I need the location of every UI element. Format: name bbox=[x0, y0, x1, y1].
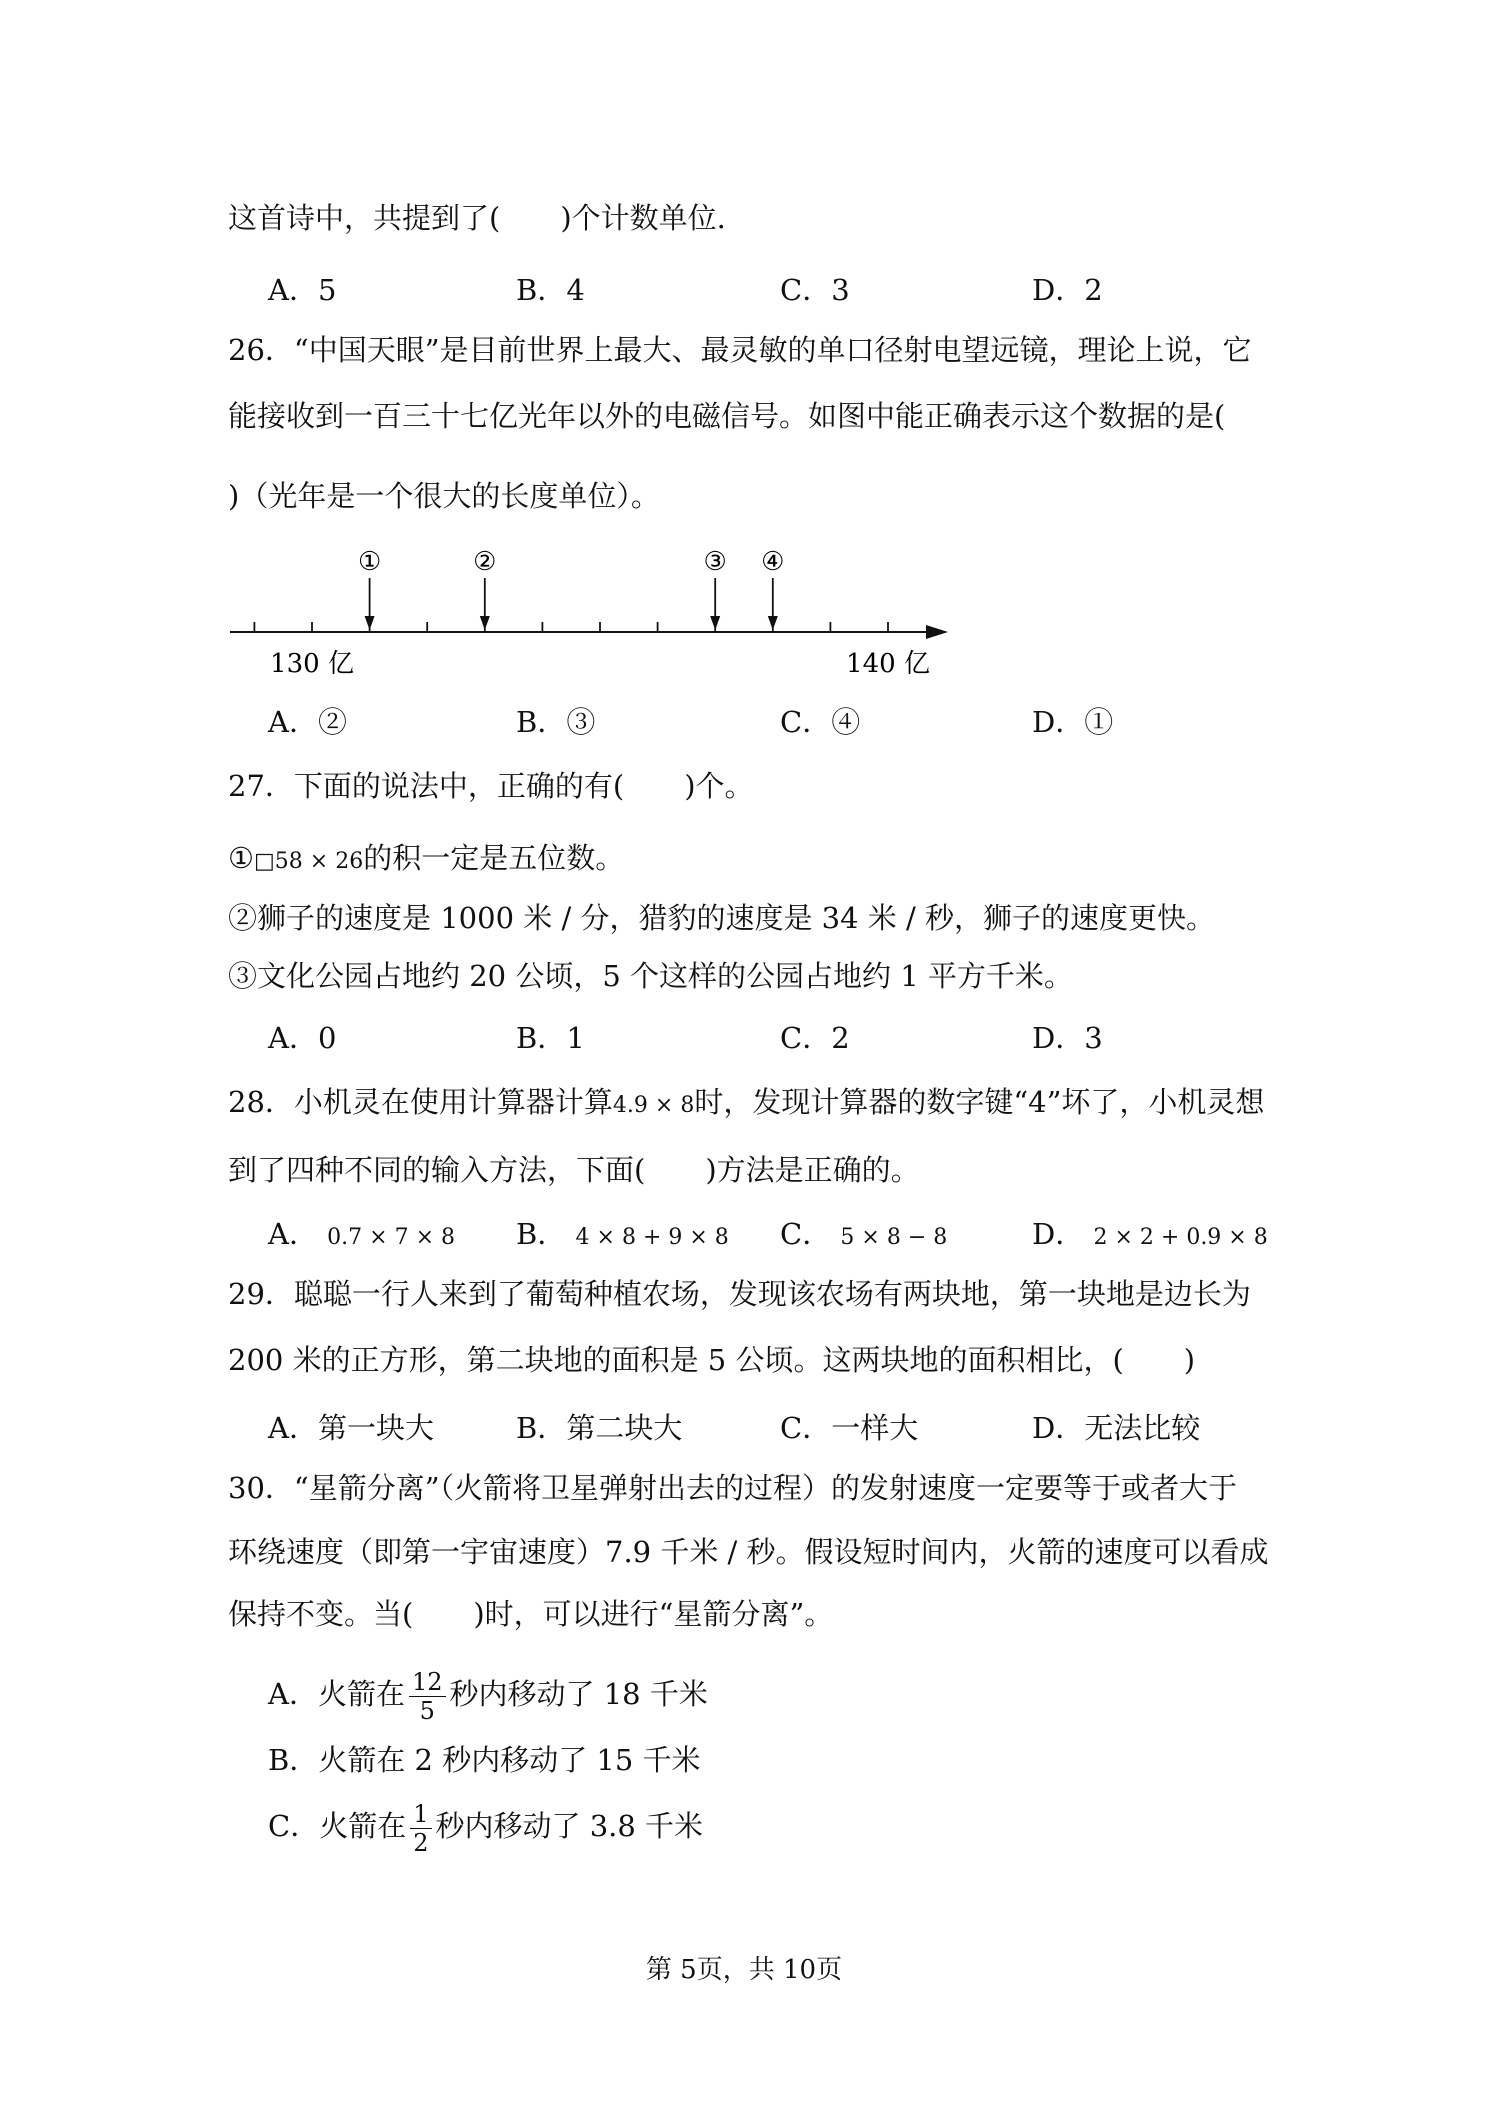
q27-option-c: C．2 bbox=[780, 1021, 850, 1055]
q28-option-a: A． 0.7 × 7 × 8 bbox=[268, 1217, 455, 1251]
q27-stem: 27．下面的说法中，正确的有( )个。 bbox=[228, 769, 754, 803]
q26-stem-line1: 26．“中国天眼”是目前世界上最大、最灵敏的单口径射电望远镜，理论上说，它 bbox=[228, 333, 1252, 367]
q29-option-a: A．第一块大 bbox=[268, 1411, 434, 1445]
q27-statement-2: ②狮子的速度是 1000 米 / 分，猎豹的速度是 34 米 / 秒，狮子的速度更快。 bbox=[228, 901, 1215, 935]
axis-arrow bbox=[926, 625, 948, 639]
number-line-diagram bbox=[220, 540, 960, 690]
start-label: 130 亿 bbox=[270, 649, 354, 679]
q30-option-a: A．火箭在 $\frac{12}{5}$ 秒内移动了 18 千米 bbox=[268, 1667, 708, 1725]
end-label: 140 亿 bbox=[846, 649, 930, 679]
q26-option-a: A．② bbox=[268, 705, 347, 739]
q27-statement-3: ③文化公园占地约 20 公顷，5 个这样的公园占地约 1 平方千米。 bbox=[228, 959, 1073, 993]
q27-option-d: D．3 bbox=[1032, 1021, 1103, 1055]
q26-option-b: B．③ bbox=[516, 705, 596, 739]
q28-stem-line1: 28．小机灵在使用计算器计算4.9 × 8时，发现计算器的数字键“4”坏了，小机灵想 bbox=[228, 1085, 1265, 1119]
q26-stem-line2: 能接收到一百三十七亿光年以外的电磁信号。如图中能正确表示这个数据的是( bbox=[228, 399, 1226, 433]
q27-option-a: A．0 bbox=[268, 1021, 337, 1055]
marker-label: ④ bbox=[761, 547, 785, 577]
q29-stem-line2: 200 米的正方形，第二块地的面积是 5 公顷。这两块地的面积相比，( ) bbox=[228, 1343, 1196, 1377]
q27-option-b: B．1 bbox=[516, 1021, 585, 1055]
q27-statement-1: ①□58 × 26的积一定是五位数。 bbox=[228, 841, 625, 875]
page-footer: 第 5页，共 10页 bbox=[645, 1955, 843, 1985]
q25-stem: 这首诗中，共提到了( )个计数单位. bbox=[228, 201, 726, 235]
fraction: $\frac{1}{2}$ bbox=[410, 1800, 431, 1857]
q26-stem-line3: )（光年是一个很大的长度单位）。 bbox=[228, 479, 660, 513]
q29-option-b: B．第二块大 bbox=[516, 1411, 683, 1445]
fraction: $\frac{12}{5}$ bbox=[409, 1668, 446, 1725]
marker-label: ③ bbox=[703, 547, 727, 577]
q28-option-d: D． 2 × 2 + 0.9 × 8 bbox=[1032, 1217, 1268, 1251]
q29-stem-line1: 29．聪聪一行人来到了葡萄种植农场，发现该农场有两块地，第一块地是边长为 bbox=[228, 1277, 1251, 1311]
q30-option-c: C．火箭在 $\frac{1}{2}$ 秒内移动了 3.8 千米 bbox=[268, 1799, 704, 1857]
q29-option-d: D．无法比较 bbox=[1032, 1411, 1201, 1445]
q26-option-d: D．① bbox=[1032, 705, 1114, 739]
q30-stem-line2: 环绕速度（即第一宇宙速度）7.9 千米 / 秒。假设短时间内，火箭的速度可以看成 bbox=[228, 1535, 1269, 1569]
q28-option-c: C． 5 × 8 − 8 bbox=[780, 1217, 948, 1251]
q30-stem-line1: 30．“星箭分离”（火箭将卫星弹射出去的过程）的发射速度一定要等于或者大于 bbox=[228, 1471, 1238, 1505]
marker-label: ① bbox=[357, 547, 382, 577]
marker-arrow-head bbox=[365, 616, 375, 630]
q30-stem-line3: 保持不变。当( )时，可以进行“星箭分离”。 bbox=[228, 1597, 834, 1631]
q25-option-a: A．5 bbox=[268, 273, 337, 307]
q25-option-c: C．3 bbox=[780, 273, 850, 307]
q28-stem-line2: 到了四种不同的输入方法，下面( )方法是正确的。 bbox=[228, 1153, 920, 1187]
q30-option-b: B．火箭在 2 秒内移动了 15 千米 bbox=[268, 1743, 701, 1777]
q25-option-b: B．4 bbox=[516, 273, 585, 307]
marker-label: ② bbox=[473, 547, 497, 577]
marker-arrow-head bbox=[768, 616, 778, 630]
q29-option-c: C．一样大 bbox=[780, 1411, 919, 1445]
q28-option-b: B． 4 × 8 + 9 × 8 bbox=[516, 1217, 729, 1251]
q25-option-d: D．2 bbox=[1032, 273, 1103, 307]
marker-arrow-head bbox=[710, 616, 720, 630]
q26-option-c: C．④ bbox=[780, 705, 861, 739]
marker-arrow-head bbox=[480, 616, 490, 630]
